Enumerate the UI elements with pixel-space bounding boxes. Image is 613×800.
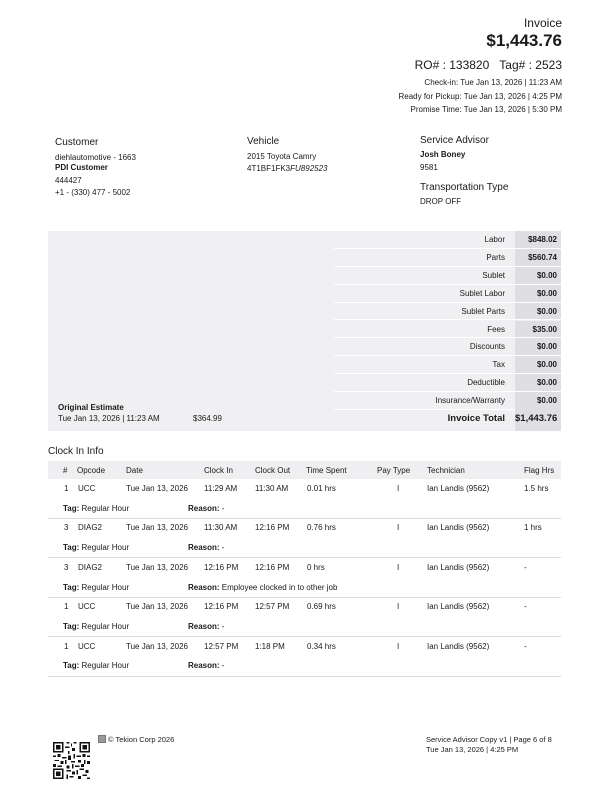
summary-label: Insurance/Warranty [435, 396, 505, 406]
row-technician: Ian Landis (9562) [427, 523, 490, 532]
original-estimate-date: Tue Jan 13, 2026 | 11:23 AM [58, 414, 160, 423]
row-number: 3 [64, 563, 69, 572]
ready-for-pickup-time: Ready for Pickup: Tue Jan 13, 2026 | 4:25 PM [398, 91, 562, 101]
clock-in-title: Clock In Info [48, 446, 104, 457]
summary-row-fees [334, 321, 561, 339]
row-technician: Ian Landis (9562) [427, 602, 490, 611]
row-pay-type: I [397, 523, 400, 532]
invoice-total-amount: $1,443.76 [486, 31, 562, 50]
row-date: Tue Jan 13, 2026 [126, 602, 188, 611]
summary-row-parts [334, 249, 561, 267]
row-divider [48, 597, 561, 598]
customer-name: diehlautomotive - 1663 [55, 153, 136, 162]
row-time-spent: 0.76 hrs [307, 523, 336, 532]
tag-label: Tag: [63, 543, 80, 552]
ro-tag-line [415, 58, 562, 72]
column-header-clock-in: Clock In [204, 466, 233, 475]
print-date: Tue Jan 13, 2026 | 4:25 PM [426, 745, 519, 754]
summary-row-sublet [334, 267, 561, 285]
reason-value: - [221, 543, 225, 552]
vehicle-vin [247, 164, 328, 173]
row-date: Tue Jan 13, 2026 [126, 523, 188, 532]
summary-value: $0.00 [515, 267, 561, 284]
summary-value: $560.74 [515, 249, 561, 266]
service-advisor-id: 9581 [420, 163, 438, 172]
column-header-time-spent: Time Spent [306, 466, 347, 475]
row-clock-out: 11:30 AM [255, 484, 289, 493]
reason-label: Reason: [188, 543, 220, 552]
row-clock-out: 12:16 PM [255, 563, 290, 572]
summary-row-deductible [334, 374, 561, 392]
service-advisor-heading: Service Advisor [420, 135, 489, 146]
summary-value: $848.02 [515, 231, 561, 248]
row-opcode: DIAG2 [78, 523, 103, 532]
invoice-title: Invoice [523, 16, 562, 30]
check-in-time: Check-in: Tue Jan 13, 2026 | 11:23 AM [424, 78, 562, 87]
column-header-technician: Technician [427, 466, 465, 475]
row-clock-out: 12:57 PM [255, 602, 290, 611]
qr-code-icon [53, 742, 90, 779]
original-estimate-amount: $364.99 [193, 414, 222, 423]
row-clock-in: 12:57 PM [204, 642, 239, 651]
tag-value: Regular Hour [81, 504, 130, 513]
row-divider [48, 636, 561, 637]
row-number: 3 [64, 523, 69, 532]
row-opcode: UCC [78, 602, 96, 611]
reason-value: Employee clocked in to other job [221, 583, 338, 592]
row-technician: Ian Landis (9562) [427, 484, 490, 493]
customer-type: PDI Customer [55, 163, 108, 172]
row-number: 1 [64, 602, 69, 611]
tag-label: Tag: [63, 661, 80, 670]
tag-value: Regular Hour [81, 661, 130, 670]
row-pay-type: I [397, 642, 400, 651]
customer-heading: Customer [55, 137, 99, 148]
reason-label: Reason: [188, 583, 220, 592]
row-flag-hrs: 1 hrs [524, 523, 542, 532]
tag-label: Tag: [63, 622, 80, 631]
reason-label: Reason: [188, 504, 220, 513]
tag-value: Regular Hour [81, 583, 130, 592]
tag-number: Tag# : 2523 [499, 58, 562, 72]
summary-row-sublet-labor [334, 285, 561, 303]
summary-label: Sublet Parts [461, 306, 505, 316]
row-tag [63, 504, 129, 513]
summary-row-tax [334, 356, 561, 374]
row-technician: Ian Landis (9562) [427, 563, 490, 572]
reason-label: Reason: [188, 661, 220, 670]
summary-row-labor [334, 231, 561, 249]
tag-value: Regular Hour [81, 622, 130, 631]
invoice-total-row [334, 407, 561, 431]
promise-time: Promise Time: Tue Jan 13, 2026 | 5:30 PM [410, 105, 562, 114]
row-number: 1 [64, 484, 69, 493]
summary-label: Fees [487, 324, 505, 334]
summary-row-discounts [334, 338, 561, 356]
tekion-logo-icon [98, 735, 106, 743]
row-clock-in: 12:16 PM [204, 602, 239, 611]
row-flag-hrs: - [524, 563, 527, 572]
summary-label: Deductible [467, 378, 505, 388]
summary-label: Parts [486, 252, 505, 262]
invoice-total-label: Invoice Total [447, 413, 505, 424]
tag-label: Tag: [63, 504, 80, 513]
row-technician: Ian Landis (9562) [427, 642, 490, 651]
row-clock-in: 11:30 AM [204, 523, 238, 532]
invoice-total-value: $1,443.76 [515, 407, 561, 431]
row-tag [63, 583, 129, 592]
row-opcode: UCC [78, 642, 96, 651]
row-pay-type: I [397, 563, 400, 572]
service-advisor-name: Josh Boney [420, 150, 466, 159]
column-header-pay-type: Pay Type [377, 466, 411, 475]
transportation-heading: Transportation Type [420, 182, 509, 193]
summary-value: $0.00 [515, 303, 561, 320]
row-opcode: DIAG2 [78, 563, 103, 572]
tag-value: Regular Hour [81, 543, 130, 552]
summary-value: $35.00 [515, 321, 561, 338]
customer-phone: +1 - (330) 477 - 5002 [55, 188, 131, 197]
column-header-number: # [63, 466, 68, 475]
column-header-clock-out: Clock Out [255, 466, 291, 475]
reason-label: Reason: [188, 622, 220, 631]
row-flag-hrs: - [524, 642, 527, 651]
vin-suffix: FU892523 [290, 164, 328, 173]
row-reason [188, 504, 224, 513]
row-opcode: UCC [78, 484, 96, 493]
row-tag [63, 622, 129, 631]
summary-value: $0.00 [515, 392, 561, 409]
row-date: Tue Jan 13, 2026 [126, 563, 188, 572]
summary-value: $0.00 [515, 285, 561, 302]
clock-in-header-band [48, 461, 561, 479]
row-divider [48, 557, 561, 558]
row-tag [63, 543, 129, 552]
ro-number: RO# : 133820 [414, 58, 490, 72]
copyright [98, 735, 174, 744]
column-header-opcode: Opcode [77, 466, 106, 475]
row-time-spent: 0 hrs [307, 563, 325, 572]
column-header-date: Date [126, 466, 143, 475]
row-flag-hrs: 1.5 hrs [524, 484, 549, 493]
summary-label: Tax [492, 360, 505, 370]
vehicle-heading: Vehicle [247, 136, 280, 147]
row-reason [188, 622, 224, 631]
row-time-spent: 0.34 hrs [307, 642, 336, 651]
row-time-spent: 0.01 hrs [307, 484, 336, 493]
column-header-flag-hrs: Flag Hrs [524, 466, 555, 475]
summary-label: Sublet Labor [459, 288, 505, 298]
vehicle-description: 2015 Toyota Camry [247, 152, 317, 161]
row-reason [188, 543, 224, 552]
customer-id: 444427 [55, 176, 82, 185]
summary-value: $0.00 [515, 338, 561, 355]
row-reason [188, 583, 337, 592]
transportation-type: DROP OFF [420, 197, 462, 206]
row-reason [188, 661, 224, 670]
summary-label: Labor [484, 235, 505, 244]
row-divider [48, 518, 561, 519]
row-pay-type: I [397, 602, 400, 611]
summary-value: $0.00 [515, 374, 561, 391]
reason-value: - [221, 661, 225, 670]
tag-label: Tag: [63, 583, 80, 592]
row-tag [63, 661, 129, 670]
row-clock-out: 1:18 PM [255, 642, 285, 651]
original-estimate-label: Original Estimate [58, 403, 124, 412]
row-clock-out: 12:16 PM [255, 523, 290, 532]
summary-label: Sublet [482, 270, 505, 280]
row-clock-in: 12:16 PM [204, 563, 239, 572]
summary-value: $0.00 [515, 356, 561, 373]
vin-prefix: 4T1BF1FK3 [247, 164, 291, 173]
copy-info: Service Advisor Copy v1 | Page 6 of 8 [426, 735, 552, 744]
date-block [398, 76, 562, 117]
row-flag-hrs: - [524, 602, 527, 611]
row-number: 1 [64, 642, 69, 651]
row-time-spent: 0.69 hrs [307, 602, 336, 611]
row-divider [48, 676, 561, 677]
row-date: Tue Jan 13, 2026 [126, 642, 188, 651]
row-date: Tue Jan 13, 2026 [126, 484, 188, 493]
reason-value: - [221, 504, 225, 513]
summary-row-sublet-parts [334, 303, 561, 321]
row-clock-in: 11:29 AM [204, 484, 238, 493]
reason-value: - [221, 622, 225, 631]
copyright-text: © Tekion Corp 2026 [108, 735, 175, 744]
row-pay-type: I [397, 484, 400, 493]
invoice-summary [48, 231, 561, 431]
summary-label: Discounts [469, 342, 505, 352]
